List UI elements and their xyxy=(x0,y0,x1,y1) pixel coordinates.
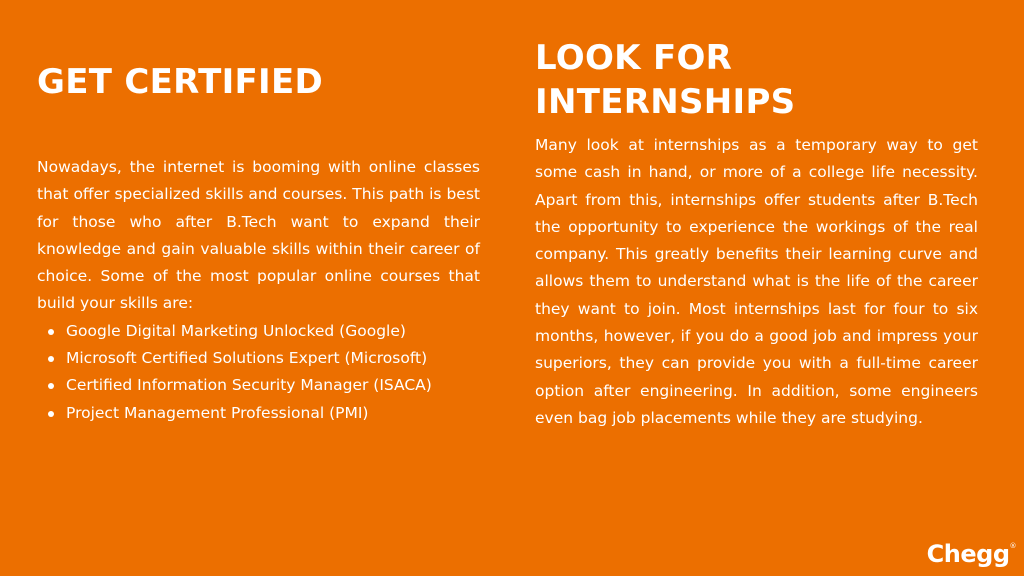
course-item: Certified Information Security Manager (ISACA) xyxy=(37,372,480,399)
internships-heading-line2: INTERNSHIPS xyxy=(535,82,796,122)
internships-heading-line1: LOOK FOR xyxy=(535,38,733,78)
course-list xyxy=(37,318,480,427)
internships-heading xyxy=(535,36,978,124)
registered-mark: ® xyxy=(1009,542,1016,550)
course-item: Microsoft Certified Solutions Expert (Microsoft) xyxy=(37,345,480,372)
course-item: Project Management Professional (PMI) xyxy=(37,400,480,427)
chegg-logo xyxy=(927,540,1016,568)
certified-heading: GET CERTIFIED xyxy=(37,62,324,102)
internships-paragraph: Many look at internships as a temporary way to get some cash in hand, or more of a college life necessity. Apart from this, internships offer students after B.Tech the opportunity to experience the workings of the real company. This greatly benefits their learning curve and allows them to understand what is the life of the career they want to join. Most internships last for four to six months, however, if you do a good job and impress your superiors, they can provide you with a full-time career option after engineering. In addition, some engineers even bag job placements while they are studying. xyxy=(535,136,978,427)
certified-paragraph: Nowadays, the internet is booming with online classes that offer specialized skills and courses. This path is best for those who after B.Tech want to expand their knowledge and gain valuable skills within their career of choice. Some of the most popular online courses that build your skills are: xyxy=(37,158,480,313)
internships-section xyxy=(535,36,978,432)
certified-section xyxy=(37,60,480,427)
course-item: Google Digital Marketing Unlocked (Google) xyxy=(37,318,480,345)
logo-text: Chegg xyxy=(926,540,1010,568)
